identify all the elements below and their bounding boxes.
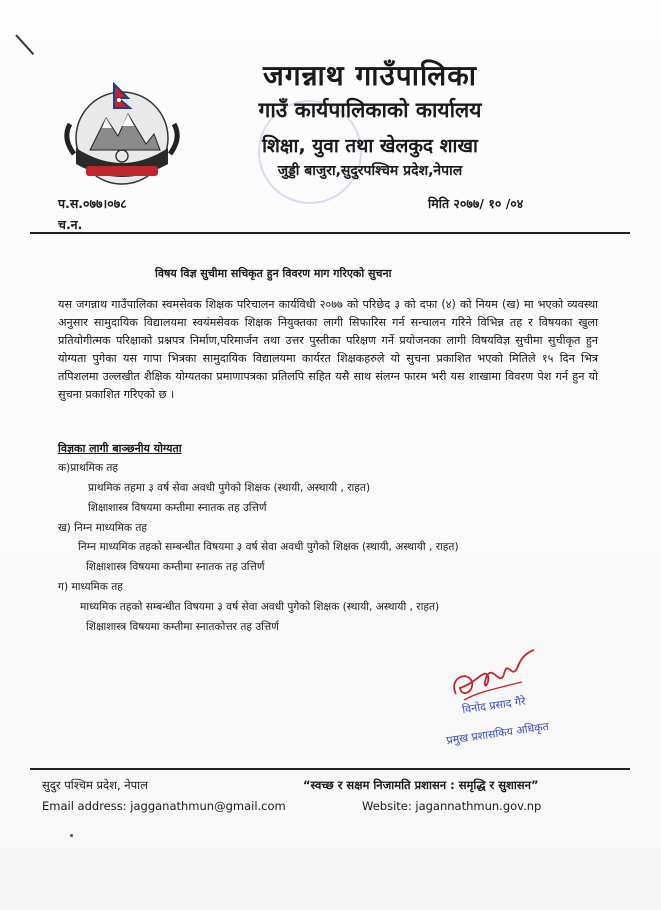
subject-line: विषय विज्ञ सुचीमा सचिकृत हुन विवरण माग गरिएको सुचना [155,267,392,280]
signatory-name: विनोद प्रसाद गैरे [461,694,527,717]
footer-website: Website: jagannathmun.gov.np [362,799,542,813]
scan-speck [70,834,73,837]
footer-divider [30,768,630,770]
header-divider [30,232,630,234]
requirement-line: प्राथमिक तहमा ३ वर्ष सेवा अवधी पुगेको शिक्षक (स्थायी, अस्थायी , राहत) [88,482,371,494]
reference-number: प.स.०७७।०७८ [58,196,127,211]
dispatch-number: च.न. [58,217,83,232]
requirement-line: माध्यमिक तहको सम्बन्धीत विषयमा ३ वर्ष सेवा अवधी पुगेको शिक्षक (स्थायी, अस्थायी , राहत) [80,601,440,613]
requirement-line: निम्न माध्यमिक तहको सम्बन्धीत विषयमा ३ वर्ष सेवा अवधी पुगेको शिक्षक (स्थायी, अस्थायी , राहत) [78,541,459,553]
level-label-primary: क)प्राथमिक तह [58,462,119,474]
footer-slogan: “स्वच्छ र सक्षम निजामति प्रशासन : समृद्धि र सुशासन” [303,778,539,792]
section-name: शिक्षा, युवा तथा खेलकुद शाखा [262,135,478,157]
level-label-secondary: ग) माध्यमिक तह [58,581,123,593]
requirements-heading: विज्ञका लागी बाञ्छनीय योग्यता [58,442,182,455]
requirement-line: शिक्षाशास्त्र विषयमा कम्तीमा स्नातकोत्तर तह उत्तिर्ण [86,621,279,633]
notice-body: यस जगन्नाथ गाउँपालिका स्वमसेवक शिक्षक परिचालन कार्यविधी २०७७ को परिछेद ३ को दफा (४) को नियम (ख) मा भएको व्यवस्था अनुसार सामुदायिक विद्यालयमा स्वयंमसेवक शिक्षक नियुक्तका लागी सिफारिस गर्न सन्चालन गरिने विभिन्न तह र विषयका खुला प्रतियोगीत्मक परिक्षाको प्रश्नपत्र निर्माण,परिमार्जन तथा उत्तर पुस्तीका परिक्षण गर्ने प्रयोजनका लागी विषयविज्ञ सुचीमा सुचीकृत हुन योग्यता पुगेका यस गापा भित्रका सामुदायिक विद्यालयमा कार्यरत शिक्षकहरुले यो सुचना प्रकाशित भएको मितिले १५ दिन भित्र तपिशलमा उल्लखीत शैक्षिक योग्यतका प्रमाणापत्रका प्रतिलपि सहित यसै साथ संलग्न फारम भरी यस शाखामा विवरण पेश गर्न हुन यो सुचना प्रकाशित गरिएको छ । [58,298,598,401]
requirement-line: शिक्षाशास्त्र विषयमा कम्तीमा स्नातक तह उत्तिर्ण [88,502,267,514]
office-address: जुड्डी बाजुरा,सुदुरपश्चिम प्रदेश,नेपाल [277,163,463,179]
level-label-lower-secondary: ख) निम्न माध्यमिक तह [58,522,148,534]
footer-province: सुदुर पश्चिम प्रदेश, नेपाल [42,778,148,792]
scan-mark [15,34,34,55]
letter-date: मिति २०७७/ १० /०४ [428,196,524,211]
requirement-line: शिक्षाशास्त्र विषयमा कम्तीमा स्नातक तह उत्तिर्ण [86,561,265,573]
footer-email: Email address: jagganathmun@gmail.com [42,799,286,813]
office-name: गाउँ कार्यपालिकाको कार्यालय [258,98,482,122]
signatory-title: प्रमुख प्रशासकिय अधिकृत [445,719,550,748]
municipality-title: जगन्नाथ गाउँपालिका [263,59,477,92]
nepal-emblem-icon [56,78,188,190]
